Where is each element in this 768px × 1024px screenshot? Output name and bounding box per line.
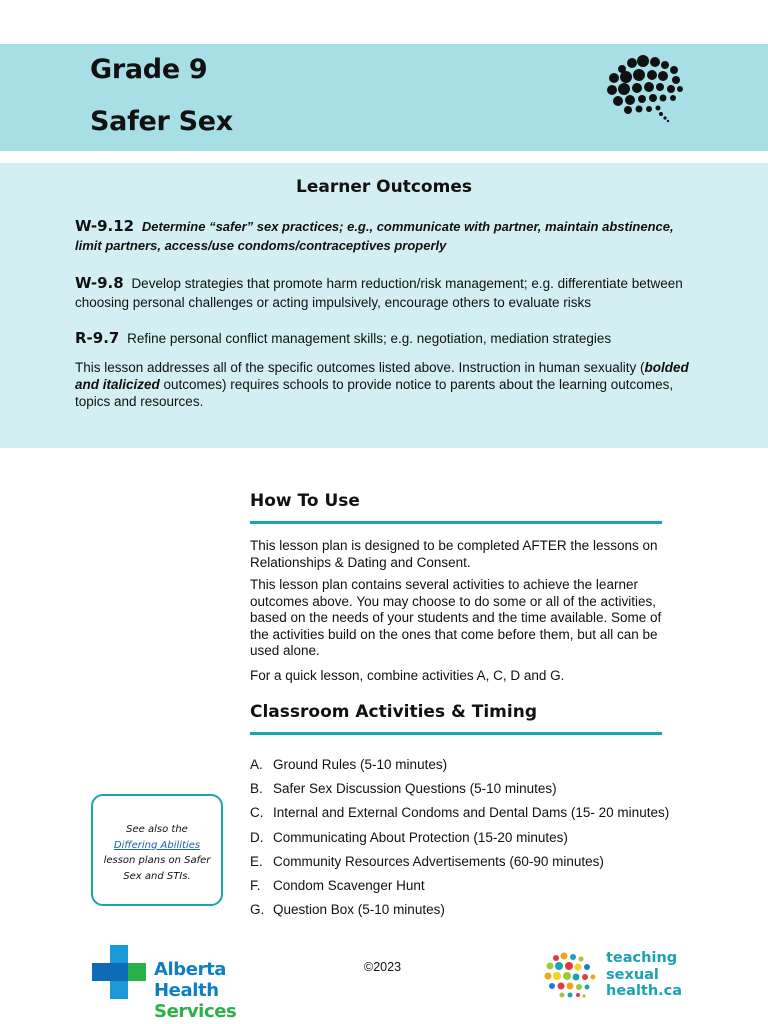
outcome-text: Refine personal conflict management skills; e.g. negotiation, mediation strategies <box>127 331 612 346</box>
learner-outcomes-panel <box>0 163 768 448</box>
list-item <box>250 829 730 853</box>
activity-letter: G. <box>250 902 265 918</box>
list-item <box>250 780 730 804</box>
activity-text: Safer Sex Discussion Questions (5-10 minutes) <box>273 781 557 797</box>
outcome-text: Determine “safer” sex practices; e.g., communicate with partner, maintain abstinence, limit partners, access/use condoms/contraceptives properly <box>75 219 674 253</box>
activity-text: Condom Scavenger Hunt <box>273 877 425 893</box>
alberta-health-services-logo <box>92 945 282 1022</box>
outcome-text: Develop strategies that promote harm reduction/risk management; e.g. differentiate between choosing personal challenges or acting impulsively, encourage others to evaluate risks <box>75 276 683 310</box>
how-to-use-paragraph: This lesson plan is designed to be completed AFTER the lessons on Relationships & Dating and Consent. <box>250 538 658 570</box>
outcome-code: W-9.8 <box>75 274 124 292</box>
tsh-wordmark-line3: health.ca <box>606 983 683 999</box>
parent-notice-text <box>75 359 700 410</box>
speech-bubble-dots-icon <box>600 54 690 124</box>
list-item <box>250 877 730 901</box>
learner-outcomes-heading: Learner Outcomes <box>296 177 472 197</box>
list-item <box>250 756 730 780</box>
ahs-wordmark <box>154 959 282 1022</box>
tsh-wordmark <box>606 950 682 1000</box>
activity-letter: C. <box>250 805 264 821</box>
outcome-w-9-12 <box>75 217 700 255</box>
ahs-wordmark-line1: Alberta Health <box>154 959 227 1001</box>
activity-text: Communicating About Protection (15-20 minutes) <box>273 829 568 845</box>
notice-text-start: This lesson addresses all of the specific outcomes listed above. Instruction in human sexuality ( <box>75 360 645 375</box>
colorful-dots-icon <box>542 950 604 1002</box>
grade-title: Grade 9 <box>90 54 208 85</box>
ahs-wordmark-line2: Services <box>154 1001 237 1022</box>
callout-text-start: See also the <box>126 824 188 835</box>
how-to-use-paragraph: This lesson plan contains several activities to achieve the learner outcomes above. You may choose to do some or all of the activities, based on the needs of your students and the time available. Some of the activities build on the ones that come before them, but all can be used alone. <box>250 577 662 658</box>
activity-letter: E. <box>250 853 263 869</box>
lesson-title: Safer Sex <box>90 106 233 137</box>
list-item <box>250 804 730 828</box>
activity-letter: D. <box>250 829 264 845</box>
activity-text: Question Box (5-10 minutes) <box>273 902 445 918</box>
activity-text: Internal and External Condoms and Dental Dams (15- 20 minutes) <box>273 805 670 821</box>
activity-text: Ground Rules (5-10 minutes) <box>273 757 448 772</box>
differing-abilities-callout <box>91 794 223 906</box>
notice-text-end: outcomes) requires schools to provide notice to parents about the learning outcomes, topics and resources. <box>75 377 674 409</box>
ahs-cross-icon <box>92 945 150 1001</box>
copyright-text: ©2023 <box>364 960 402 974</box>
list-item <box>250 901 730 925</box>
activity-letter: B. <box>250 781 263 797</box>
differing-abilities-link[interactable]: Differing Abilities <box>113 839 201 851</box>
activities-list <box>250 756 730 925</box>
outcome-code: R-9.7 <box>75 329 120 347</box>
callout-text-end: lesson plans on Safer Sex and STIs. <box>103 855 211 882</box>
outcome-r-9-7 <box>75 329 700 348</box>
header-banner <box>0 44 768 151</box>
how-to-use-heading: How To Use <box>250 491 662 524</box>
notice-emphasis: bolded and italicized <box>75 360 689 392</box>
tsh-wordmark-line2: sexual <box>606 966 659 983</box>
tsh-wordmark-line1: teaching <box>606 950 678 966</box>
activities-heading: Classroom Activities & Timing <box>250 702 662 735</box>
list-item <box>250 853 730 877</box>
outcome-code: W-9.12 <box>75 217 135 235</box>
outcome-w-9-8 <box>75 274 700 312</box>
teaching-sexual-health-logo <box>542 950 692 1002</box>
activity-letter: A. <box>250 757 263 772</box>
activity-letter: F. <box>250 877 261 893</box>
activity-text: Community Resources Advertisements (60-90 minutes) <box>273 853 604 869</box>
how-to-use-paragraph: For a quick lesson, combine activities A, C, D and G. <box>250 668 565 683</box>
